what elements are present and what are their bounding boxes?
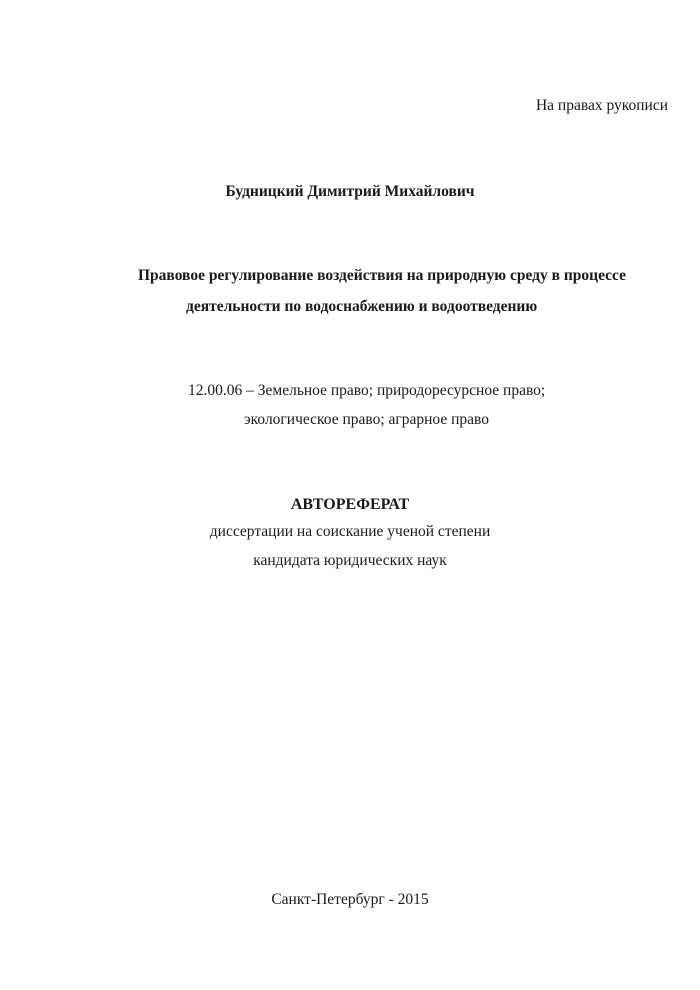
specialty-line-2: экологическое право; аграрное право bbox=[244, 411, 490, 428]
document-genre: АВТОРЕФЕРАТ bbox=[290, 496, 410, 513]
rights-note: На правах рукописи bbox=[535, 97, 668, 114]
thesis-title-line-1: Правовое регулирование воздействия на природную среду в процессе bbox=[138, 267, 626, 284]
document-purpose-line-2: кандидата юридических наук bbox=[253, 552, 447, 569]
thesis-title-line-2: деятельности по водоснабжению и водоотведению bbox=[186, 298, 538, 315]
place-and-year: Санкт-Петербург - 2015 bbox=[271, 891, 429, 908]
author-name: Будницкий Димитрий Михайлович bbox=[225, 183, 475, 200]
document-purpose-line-1: диссертации на соискание ученой степени bbox=[209, 523, 491, 540]
specialty-line-1: 12.00.06 – Земельное право; природоресурсное право; bbox=[188, 382, 546, 399]
